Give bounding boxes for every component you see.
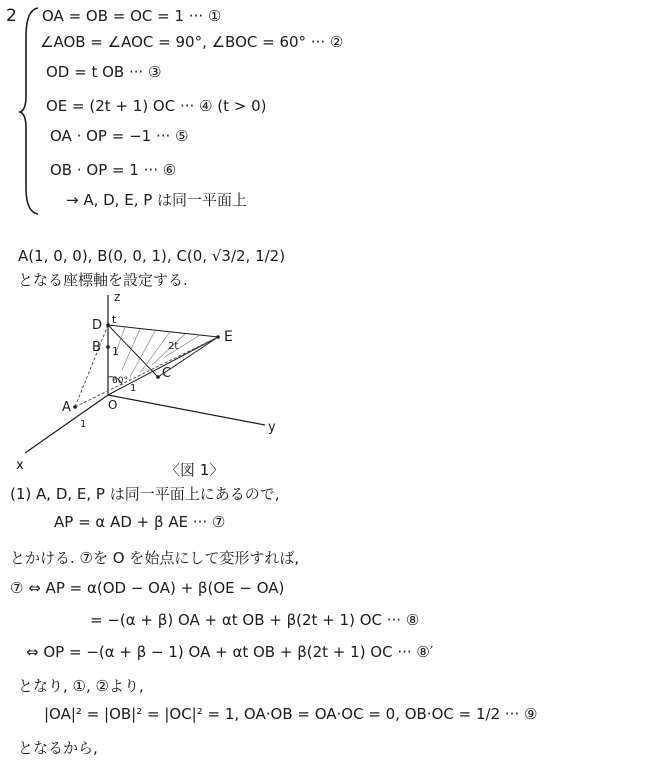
problem-number: 2 — [6, 6, 17, 26]
equation-7: AP = α AD + β AE ··· ⑦ — [54, 513, 226, 531]
condition-3: OD = t OB ··· ③ — [46, 63, 162, 81]
closing-text: となるから, — [18, 739, 98, 757]
label-x: x — [16, 458, 24, 473]
left-brace — [18, 6, 40, 216]
condition-1: OA = OB = OC = 1 ··· ① — [42, 7, 222, 25]
condition-5: OA · OP = −1 ··· ⑤ — [50, 127, 189, 145]
condition-2: ∠AOB = ∠AOC = 90°, ∠BOC = 60° ··· ② — [40, 33, 344, 51]
dot-products: |OA|² = |OB|² = |OC|² = 1, OA·OB = OA·OC = 0, OB·OC = 1/2 ··· ⑨ — [44, 705, 538, 723]
label-z: z — [114, 290, 121, 304]
label-C: C — [162, 366, 172, 381]
label-one-x: 1 — [80, 419, 87, 430]
edge-1-label: 1 — [130, 383, 137, 394]
angle-label: 60° — [112, 376, 128, 386]
from-text: となり, ①, ②より, — [18, 677, 144, 695]
transform-text: とかける. ⑦を O を始点にして変形すれば, — [10, 549, 300, 567]
coordinate-diagram — [0, 285, 300, 485]
figure-caption: 〈図 1〉 — [165, 461, 225, 479]
label-D: D — [92, 318, 103, 333]
step-1: ⑦ ⇔ AP = α(OD − OA) + β(OE − OA) — [10, 579, 285, 597]
label-O: O — [108, 398, 118, 412]
condition-4: OE = (2t + 1) OC ··· ④ (t > 0) — [46, 97, 267, 115]
condition-6: OB · OP = 1 ··· ⑥ — [50, 161, 177, 179]
label-t: t — [112, 313, 117, 326]
coplanar-note: → A, D, E, P は同一平面上 — [66, 191, 248, 209]
edge-2t-label: 2t — [168, 341, 179, 352]
coordinates-line: A(1, 0, 0), B(0, 0, 1), C(0, √3/2, 1/2) — [18, 247, 286, 265]
label-E: E — [224, 329, 233, 345]
step-2: = −(α + β) OA + αt OB + β(2t + 1) OC ··· ⑧ — [90, 611, 420, 629]
label-A: A — [62, 400, 71, 415]
step-3: ⇔ OP = −(α + β − 1) OA + αt OB + β(2t + 1) OC ··· ⑧′ — [26, 643, 434, 661]
label-y: y — [268, 420, 276, 435]
label-one-z: 1 — [112, 345, 119, 358]
axis-setup-text: となる座標軸を設定する. — [18, 271, 188, 289]
label-B: B — [92, 340, 101, 355]
part1-intro: (1) A, D, E, P は同一平面上にあるので, — [10, 485, 280, 503]
